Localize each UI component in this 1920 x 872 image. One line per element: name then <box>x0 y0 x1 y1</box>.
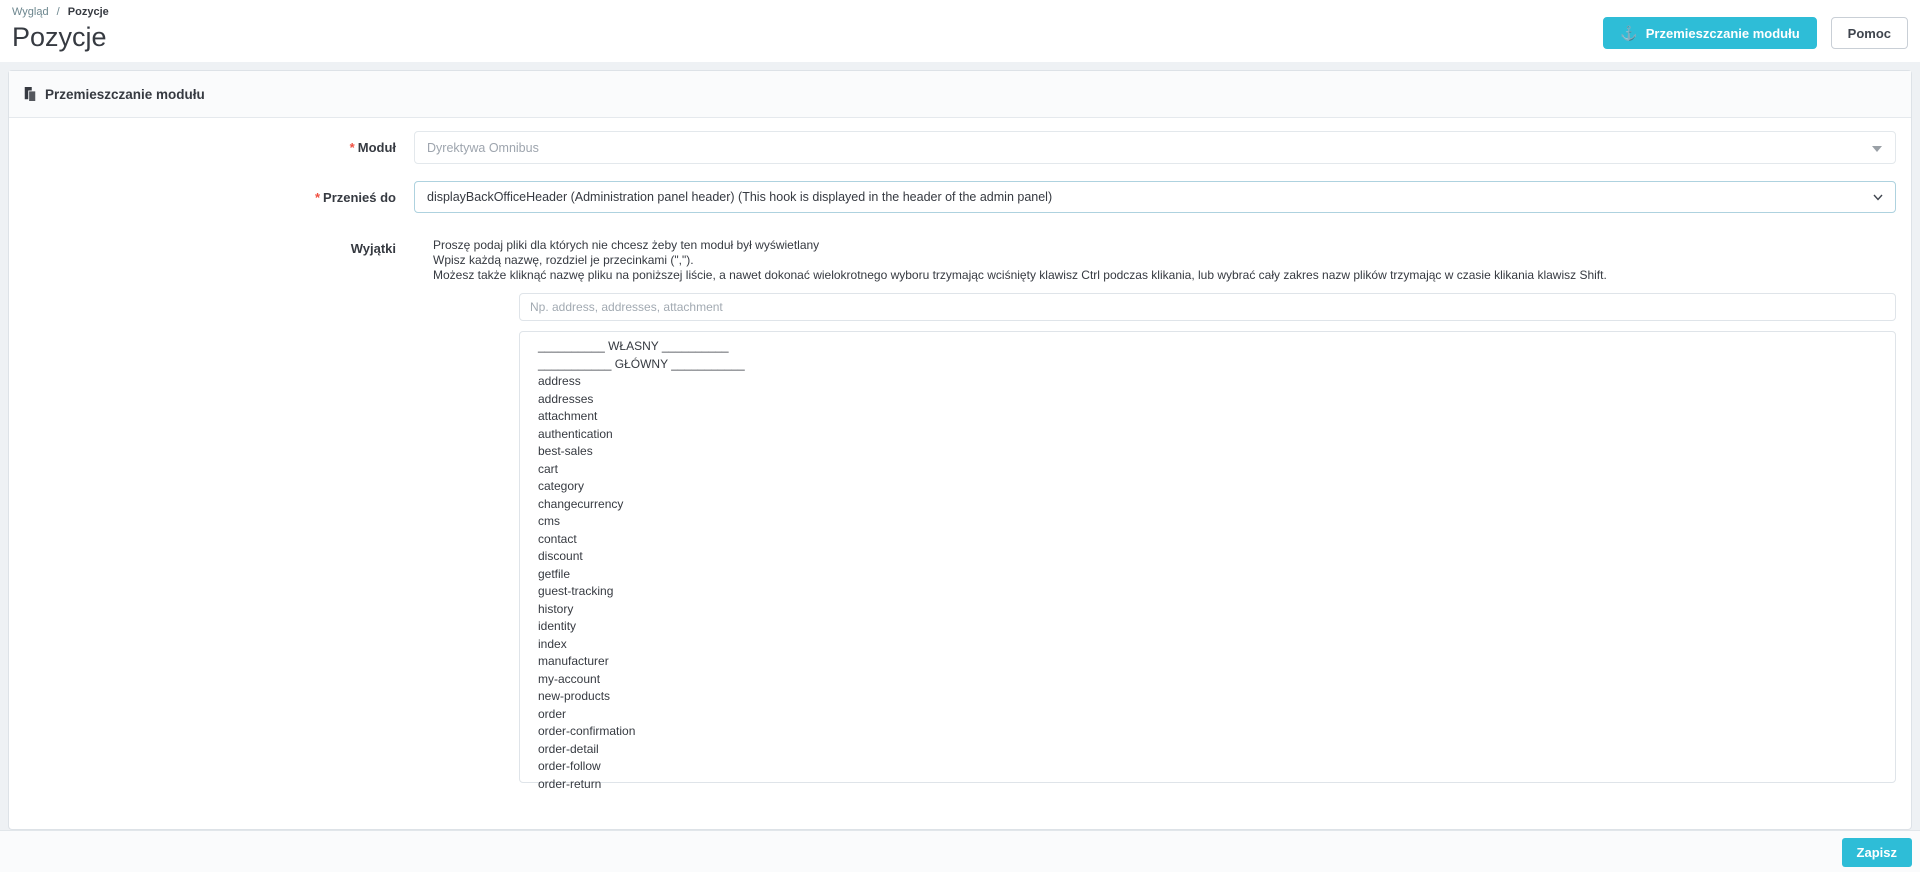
listbox-option[interactable]: history <box>538 601 574 616</box>
exceptions-listbox[interactable] <box>519 331 1896 791</box>
listbox-option[interactable]: authentication <box>538 426 613 441</box>
exceptions-row <box>9 238 1911 791</box>
module-label: * Moduł <box>349 140 396 155</box>
listbox-option[interactable]: order-follow <box>538 759 601 773</box>
help-line: Wpisz każdą nazwę, rozdziel je przecinkami (","). <box>433 253 694 267</box>
paste-icon <box>23 87 37 101</box>
transplant-to-select[interactable] <box>414 181 1896 213</box>
breadcrumb-parent-link[interactable]: Wygląd <box>12 6 49 18</box>
listbox-option[interactable]: index <box>538 636 567 651</box>
listbox-option[interactable]: order <box>538 706 567 721</box>
exceptions-input[interactable] <box>519 293 1896 321</box>
transplant-module-button-label: Przemieszczanie modułu <box>1645 25 1800 41</box>
listbox-option[interactable]: identity <box>538 619 577 633</box>
help-button-label: Pomoc <box>1847 25 1891 41</box>
help-line: Proszę podaj pliki dla których nie chcesz żeby ten moduł był wyświetlany <box>433 238 820 252</box>
page-header <box>0 0 1920 62</box>
listbox-option[interactable]: address <box>538 374 581 388</box>
dropdown-arrow-icon <box>1872 146 1882 152</box>
listbox-option[interactable]: getfile <box>538 566 571 581</box>
listbox-option[interactable]: best-sales <box>538 444 593 458</box>
listbox-option[interactable]: cart <box>538 461 559 476</box>
required-marker: * <box>349 140 355 155</box>
transplant-panel <box>8 70 1912 830</box>
transplant-to-label: * Przenieś do <box>314 190 396 205</box>
listbox-option[interactable]: changecurrency <box>538 496 624 511</box>
listbox-option[interactable]: category <box>538 479 585 493</box>
listbox-option[interactable]: cms <box>538 514 560 528</box>
exceptions-label: Wyjątki <box>350 241 396 256</box>
page-title: Pozycje <box>12 22 107 52</box>
breadcrumb-current: Pozycje <box>67 6 109 18</box>
panel-header <box>9 71 1911 118</box>
listbox-option[interactable]: contact <box>538 531 577 546</box>
listbox-option[interactable]: new-products <box>538 689 611 703</box>
transplant-to-select-value: displayBackOfficeHeader (Administration panel header) (This hook is displayed in the header of the admin panel) <box>427 190 1053 204</box>
listbox-option[interactable]: order-confirmation <box>538 724 636 738</box>
listbox-option[interactable]: my-account <box>538 671 601 686</box>
listbox-option[interactable]: discount <box>538 549 583 563</box>
listbox-option[interactable]: ___________ GŁÓWNY ___________ <box>538 356 745 371</box>
listbox-option[interactable]: __________ WŁASNY __________ <box>538 339 729 353</box>
module-select-value: Dyrektywa Omnibus <box>427 140 539 155</box>
exceptions-help-text <box>433 238 1896 283</box>
listbox-option[interactable]: order-detail <box>538 741 599 756</box>
chevron-down-icon <box>1872 191 1884 206</box>
required-marker: * <box>314 190 321 205</box>
listbox-option[interactable]: manufacturer <box>538 654 609 668</box>
footer-toolbar <box>0 830 1920 872</box>
help-line: Możesz także kliknąć nazwę pliku na poniższej liście, a nawet dokonać wielokrotnego wyboru trzymając wciśnięty klawisz Ctrl podczas klikania, lub wybrać cały zakres nazw plików trzymając w czasie klikania klawisz Shift. <box>433 268 1607 282</box>
module-row <box>9 131 1911 164</box>
listbox-option[interactable]: addresses <box>538 391 594 406</box>
panel-body <box>9 118 1911 791</box>
help-button[interactable] <box>1831 17 1908 49</box>
save-button[interactable]: Zapisz <box>1842 838 1912 867</box>
listbox-option[interactable]: guest-tracking <box>538 584 614 598</box>
anchor-icon: ⚓ <box>1620 25 1638 41</box>
content-area <box>0 62 1920 830</box>
header-actions <box>1603 17 1908 49</box>
module-select-disabled <box>414 131 1896 164</box>
transplant-module-button[interactable] <box>1603 17 1816 49</box>
transplant-to-row <box>9 181 1911 213</box>
breadcrumb-separator: / <box>56 6 60 18</box>
listbox-option[interactable]: attachment <box>538 409 598 423</box>
panel-title: Przemieszczanie modułu <box>45 86 205 102</box>
listbox-option[interactable]: order-return <box>538 776 602 791</box>
